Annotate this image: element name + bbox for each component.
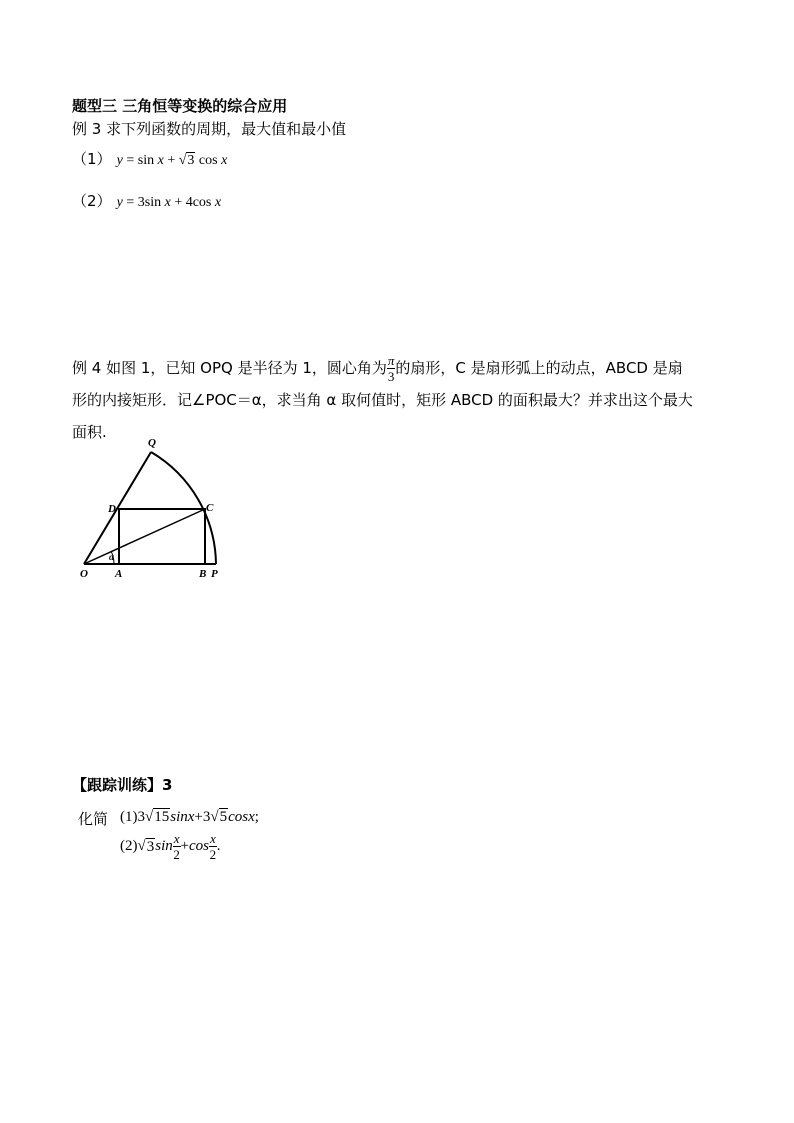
- label-p: P: [211, 568, 218, 580]
- simplify-label: 化简: [78, 810, 109, 828]
- label-alpha: α: [109, 552, 114, 562]
- label-b: B: [199, 568, 207, 580]
- example3-item1: [72, 148, 227, 169]
- item2-label: （2）: [72, 192, 112, 210]
- example3-heading: 例 3 求下列函数的周期，最大值和最小值: [72, 120, 347, 138]
- example3-item2: [72, 190, 221, 211]
- example4-line3: 面积.: [72, 423, 107, 441]
- label-q: Q: [148, 437, 156, 449]
- section-title: 题型三 三角恒等变换的综合应用: [72, 97, 288, 115]
- item1-label: （1）: [72, 150, 112, 168]
- rectangle-abcd: [119, 509, 205, 564]
- item2-formula: y = 3sin x + 4cos x: [116, 195, 222, 210]
- tracking-title: 【跟踪训练】3: [72, 776, 173, 794]
- label-c: C: [206, 502, 214, 514]
- tracking-item1: (1)3√15sinx+3√5cosx;: [120, 809, 259, 825]
- example4-line2: 形的内接矩形．记∠POC＝α，求当角 α 取何值时，矩形 ABCD 的面积最大？并求出这个最大: [72, 391, 693, 409]
- label-a: A: [115, 568, 123, 580]
- segment-oc: [84, 509, 205, 564]
- label-d: D: [108, 503, 116, 515]
- example4-part1: 例 4 如图 1，已知 OPQ 是半径为 1，圆心角为: [72, 359, 387, 377]
- label-o: O: [80, 568, 88, 580]
- sector-figure: [70, 432, 230, 582]
- example4-part2: 的扇形，C 是扇形弧上的动点，ABCD 是扇: [395, 359, 683, 377]
- example4-fraction: $\frac{\pi}{3}$: [387, 353, 395, 384]
- item1-formula: y = sin x + √3 cos x: [116, 153, 228, 168]
- tracking-item2: (2)√3sin $\frac{x}{2}$ +cos $\frac{x}{2}$ .: [120, 831, 221, 862]
